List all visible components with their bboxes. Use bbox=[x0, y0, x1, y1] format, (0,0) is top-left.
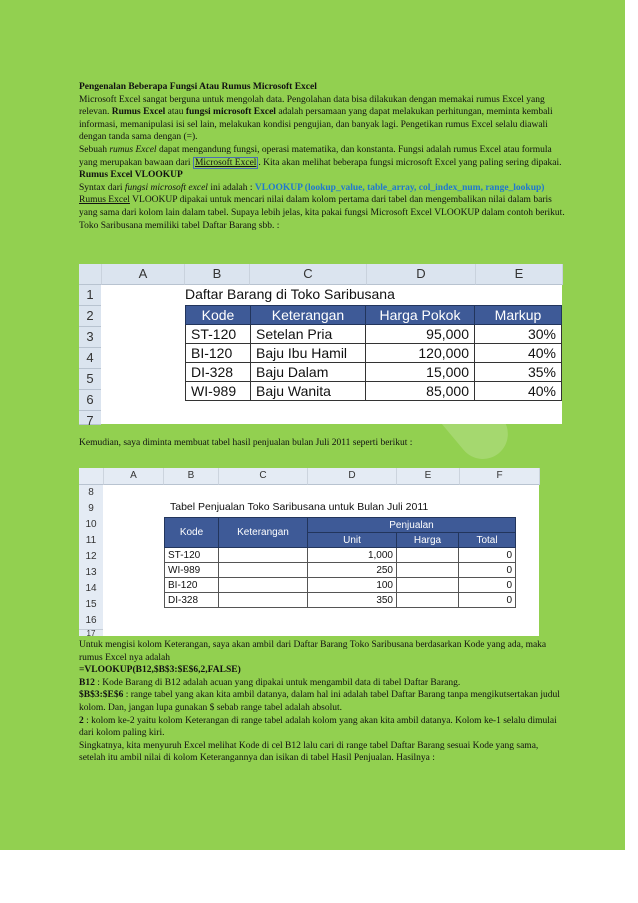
table-row: WI-989 Baju Wanita 85,000 40% bbox=[186, 382, 562, 401]
col-header: A bbox=[104, 468, 164, 485]
header-markup: Markup bbox=[475, 306, 562, 325]
header-harga-pokok: Harga Pokok bbox=[366, 306, 475, 325]
row-header: 9 bbox=[79, 501, 103, 518]
col-header: C bbox=[250, 264, 367, 285]
table-row: WI-989 250 0 bbox=[165, 563, 516, 578]
row-header: 14 bbox=[79, 581, 103, 598]
row-header: 11 bbox=[79, 533, 103, 550]
spreadsheet-daftar-barang bbox=[79, 264, 562, 428]
spreadsheet-tabel-penjualan bbox=[79, 468, 539, 636]
document-text-top: Pengenalan Beberapa Fungsi Atau Rumus Microsoft Excel Microsoft Excel sangat berguna untuk mengolah data. Pengolahan data bisa dilakukan dengan memakai rumus Excel yang relevan. Rumus Excel atau fungsi microsoft Excel adalah persamaan yang dapat melakukan perhitungan, meminta kembali informasi, memanipulasi isi sel lain, melakukan kondisi pengujian, dan banyak lagi. Pengetikan rumus Excel selalu diawali dengan tanda sama dengan (=). Sebuah rumus Excel dapat mengandung fungsi, operasi matematika, dan konstanta. Fungsi adalah rumus Excel atau formula yang merupakan bawaan dari Microsoft Excel . Kita akan melihat beberapa fungsi microsoft Excel yang paling sering dipakai. Rumus Excel VLOOKUP Syntax dari fungsi microsoft excel ini adalah : VLOOKUP (lookup_value, table_array, col_index_num, range_lookup) Rumus Excel VLOOKUP dipakai untuk mencari nilai dalam kolom pertama dari tabel dan mengembalikan nilai dalam baris yang sama dari kolom lain dalam tabel. Supaya lebih jelas, kita pakai fungsi Microsoft Excel VLOOKUP dalam contoh berikut. Toko Saribusana memiliki tabel Daftar Barang sbb. : bbox=[79, 82, 565, 231]
header-harga: Harga bbox=[397, 533, 459, 548]
row-header: 7 bbox=[79, 411, 101, 425]
row-header: 5 bbox=[79, 369, 101, 390]
document-text-middle: Kemudian, saya diminta membuat tabel hasil penjualan bulan Juli 2011 seperti berikut : bbox=[79, 438, 413, 448]
col-header: E bbox=[476, 264, 563, 285]
col-header: C bbox=[219, 468, 308, 485]
microsoft-excel-link[interactable]: Microsoft Excel bbox=[194, 157, 257, 168]
document-text-bottom: Untuk mengisi kolom Keterangan, saya akan ambil dari Daftar Barang Toko Saribusana berdasarkan Kode yang ada, maka rumus Excel nya adalah =VLOOKUP(B12,$B$3:$E$6,2,FALSE) B12 : Kode Barang di B12 adalah acuan yang dipakai untuk mengambil data di tabel Daftar Barang. $B$3:$E$6 : range tabel yang akan kita ambil datanya, dalam hal ini adalah tabel Daftar Barang tanpa mengikutsertakan judul kolom. Dan, jangan lupa gunakan $ sebab range tabel adalah absolut. 2 : kolom ke-2 yaitu kolom Keterangan di range tabel adalah kolom yang akan kita ambil datanya. Kolom ke-1 selalu dimulai dari kolom paling kiri. Singkatnya, kita menyuruh Excel melihat Kode di cel B12 lalu cari di range tabel Daftar Barang sesuai Kode yang sama, setelah itu ambil nilai di kolom Keterangannya dan isikan di tabel Hasil Penjualan. Hasilnya : bbox=[79, 640, 560, 764]
table-row: BI-120 Baju Ibu Hamil 120,000 40% bbox=[186, 344, 562, 363]
rumus-excel-link[interactable]: Rumus Excel bbox=[79, 195, 130, 206]
row-header: 12 bbox=[79, 549, 103, 566]
header-total: Total bbox=[459, 533, 516, 548]
col-header: B bbox=[185, 264, 250, 285]
vlookup-heading: Rumus Excel VLOOKUP bbox=[79, 170, 183, 181]
row-header: 10 bbox=[79, 517, 103, 534]
col-header: F bbox=[460, 468, 540, 485]
header-kode: Kode bbox=[186, 306, 251, 325]
row-header: 15 bbox=[79, 597, 103, 614]
col-header: A bbox=[102, 264, 185, 285]
col-header: D bbox=[367, 264, 476, 285]
vlookup-formula: =VLOOKUP(B12,$B$3:$E$6,2,FALSE) bbox=[79, 665, 241, 676]
header-unit: Unit bbox=[308, 533, 397, 548]
page-title: Pengenalan Beberapa Fungsi Atau Rumus Microsoft Excel bbox=[79, 82, 317, 92]
row-header: 2 bbox=[79, 306, 101, 327]
row-header: 1 bbox=[79, 285, 101, 306]
col-header: D bbox=[308, 468, 397, 485]
vlookup-syntax: VLOOKUP (lookup_value, table_array, col_index_num, range_lookup) bbox=[254, 182, 545, 193]
header-keterangan: Keterangan bbox=[219, 518, 308, 548]
row-header: 4 bbox=[79, 348, 101, 369]
col-header: B bbox=[164, 468, 219, 485]
row-header: 3 bbox=[79, 327, 101, 348]
row-header: 16 bbox=[79, 613, 103, 630]
table-row: ST-120 Setelan Pria 95,000 30% bbox=[186, 325, 562, 344]
table-row: DI-328 350 0 bbox=[165, 593, 516, 608]
col-header: E bbox=[397, 468, 460, 485]
table-row: DI-328 Baju Dalam 15,000 35% bbox=[186, 363, 562, 382]
row-header: 6 bbox=[79, 390, 101, 411]
table-row: ST-120 1,000 0 bbox=[165, 548, 516, 563]
row-header: 13 bbox=[79, 565, 103, 582]
header-keterangan: Keterangan bbox=[251, 306, 366, 325]
tabel-penjualan-table bbox=[164, 517, 516, 608]
row-header: 8 bbox=[79, 485, 103, 502]
table-title: Tabel Penjualan Toko Saribusana untuk Bulan Juli 2011 bbox=[170, 501, 429, 513]
header-kode: Kode bbox=[165, 518, 219, 548]
table-row: BI-120 100 0 bbox=[165, 578, 516, 593]
header-penjualan: Penjualan bbox=[308, 518, 516, 533]
row-header: 17 bbox=[79, 630, 103, 636]
daftar-barang-table bbox=[185, 305, 562, 401]
table-title: Daftar Barang di Toko Saribusana bbox=[185, 286, 395, 302]
